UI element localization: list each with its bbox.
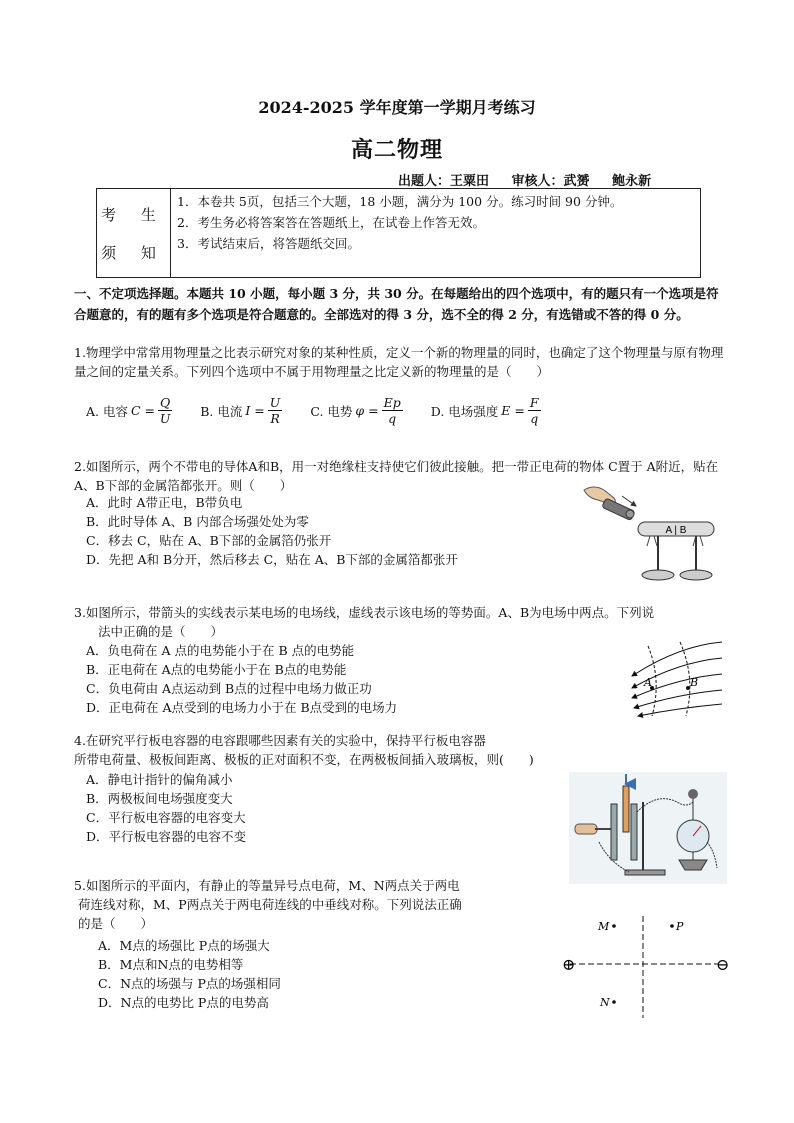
q1-a-den: U [159, 411, 171, 426]
q3-option: B．正电荷在 A点的电势能小于在 B点的电势能 [86, 662, 347, 677]
question-4-stem: 4.在研究平行板电容器的电容跟哪些因素有关的实验中，保持平行板电容器 [74, 733, 486, 748]
q5-option: A．M点的场强比 P点的场强大 [98, 938, 270, 953]
q2-option: A．此时 A带正电，B带负电 [86, 495, 243, 510]
q1-d-den: q [530, 411, 539, 426]
question-5-stem-cont-2: 的是（ ） [78, 916, 154, 931]
q1-a-num: Q [160, 395, 171, 410]
q2-option: C．移去 C，贴在 A、B下部的金属箔仍张开 [86, 533, 332, 548]
q3-point-a: A [644, 676, 652, 689]
reviewer: 审核人：武赟 [511, 174, 590, 189]
question-4-options [86, 770, 486, 846]
question-1-stem: 1.物理学中常常用物理量之比表示研究对象的某种性质，定义一个新的物理量的同时，也确定了这个物理量与原有物理量之间的定量关系。下列四个选项中不属于用物理量之比定义新的物理量的是（ ） [74, 345, 724, 379]
author: 出题人：王粟田 [398, 174, 490, 189]
q1-d-num: F [529, 395, 539, 410]
q2-option: D．先把 A和 B分开，然后移去 C，贴在 A、B下部的金属箔都张开 [86, 552, 458, 567]
q1-option-c-fraction [382, 395, 403, 426]
q1-option-a-fraction [158, 395, 172, 426]
reviewer-2: 鲍永新 [612, 174, 652, 189]
q1-option-a [86, 395, 172, 426]
q3-point-b: B [690, 676, 699, 689]
notice-label [97, 189, 171, 277]
notice-items [171, 189, 700, 277]
q4-capacitor-figure [569, 772, 727, 884]
author-line [398, 170, 669, 189]
question-5-stem-cont: 荷连线对称，M、P两点关于两电荷连线的中垂线对称。下列说法正确 [78, 897, 462, 912]
q5-charges-figure [552, 912, 738, 1022]
q1-b-den: R [270, 411, 280, 426]
q1-option-c [310, 395, 402, 426]
q1-option-b-lhs: I = [245, 403, 265, 418]
exam-notice-box [96, 188, 701, 278]
question-5-options [98, 936, 498, 1012]
q1-option-d-label: D. 电场强度 [430, 403, 499, 419]
q2-conductor-figure [578, 480, 728, 585]
q1-option-a-lhs: C = [130, 403, 155, 418]
q5-option: D．N点的电势比 P点的电势高 [98, 995, 269, 1010]
q4-option: B．两极板间电场强度变大 [86, 791, 233, 806]
q5-option: C．N点的场强与 P点的场强相同 [98, 976, 281, 991]
section-1-instructions: 一、不定项选择题。本题共 10 小题，每小题 3 分，共 30 分。在每题给出的四个选项中，有的题只有一个选项是符合题意的，有的题有多个选项是符合题意的。全部选对的得 3 分，选不全的得 2 分，有选错或不答的得 0 分。 [74, 286, 719, 322]
notice-label-top: 考 生 [101, 205, 166, 224]
question-2-stem: 2.如图所示，两个不带电的导体A和B，用一对绝缘柱支持使它们彼此接触。把一带正电荷的物体 C置于 A附近，贴在 A、B下部的金属箔都张开。则（ ） [74, 459, 719, 493]
q2-figure-label: A | B [665, 525, 687, 536]
question-2-options [86, 493, 566, 569]
q1-option-b [200, 395, 282, 426]
notice-item: 3．考试结束后，将答题纸交回。 [177, 236, 360, 251]
q1-b-num: U [269, 395, 281, 410]
q5-point-p: P [676, 920, 684, 933]
notice-label-bottom: 须 知 [101, 243, 166, 262]
q1-option-d [431, 395, 541, 426]
q5-point-n: N [600, 996, 610, 1009]
question-3-stem: 3.如图所示，带箭头的实线表示某电场的电场线，虚线表示该电场的等势面。A、B为电场中两点。下列说 [74, 605, 655, 620]
negative-charge: ⊖ [716, 955, 730, 974]
q3-option: D．正电荷在 A点受到的电场力小于在 B点受到的电场力 [86, 700, 398, 715]
q2-option: B．此时导体 A、B 内部合场强处处为零 [86, 514, 309, 529]
positive-charge: ⊕ [562, 955, 576, 974]
q4-option: A．静电计指针的偏角减小 [86, 772, 233, 787]
q5-option: B．M点和N点的电势相等 [98, 957, 244, 972]
exam-title: 2024-2025 学年度第一学期月考练习 [258, 98, 536, 117]
q3-field-lines-figure [618, 636, 726, 718]
question-3-stem-cont: 法中正确的是（ ） [98, 624, 224, 639]
notice-item: 1．本卷共 5页，包括三个大题，18 小题，满分为 100 分。练习时间 90 分钟。 [177, 194, 623, 209]
q1-option-c-lhs: φ = [355, 403, 379, 418]
q1-option-c-label: C. 电势 [310, 403, 353, 419]
question-4-stem-cont: 所带电荷量、极板间距离、极板的正对面积不变，在两极板间插入玻璃板，则( ) [74, 752, 534, 767]
question-3-options [86, 641, 546, 717]
q1-option-d-lhs: E = [501, 403, 525, 418]
q3-option: C．负电荷由 A点运动到 B点的过程中电场力做正功 [86, 681, 372, 696]
q1-option-b-fraction [268, 395, 283, 426]
q4-option: D．平行板电容器的电容不变 [86, 829, 247, 844]
q4-option: C．平行板电容器的电容变大 [86, 810, 246, 825]
q1-c-den: q [388, 411, 397, 426]
q1-option-d-fraction [528, 395, 541, 426]
q3-option: A．负电荷在 A 点的电势能小于在 B 点的电势能 [86, 643, 355, 658]
q1-option-a-label: A. 电容 [86, 403, 128, 419]
question-1-options [86, 395, 569, 426]
question-5-stem: 5.如图所示的平面内，有静止的等量异号点电荷，M、N两点关于两电 [74, 878, 460, 893]
subject-title: 高二物理 [350, 137, 443, 163]
q1-c-num: Ep [383, 395, 401, 410]
q1-option-b-label: B. 电流 [200, 403, 243, 419]
notice-item: 2．考生务必将答案答在答题纸上，在试卷上作答无效。 [177, 215, 485, 230]
q5-point-m: M [598, 920, 610, 933]
